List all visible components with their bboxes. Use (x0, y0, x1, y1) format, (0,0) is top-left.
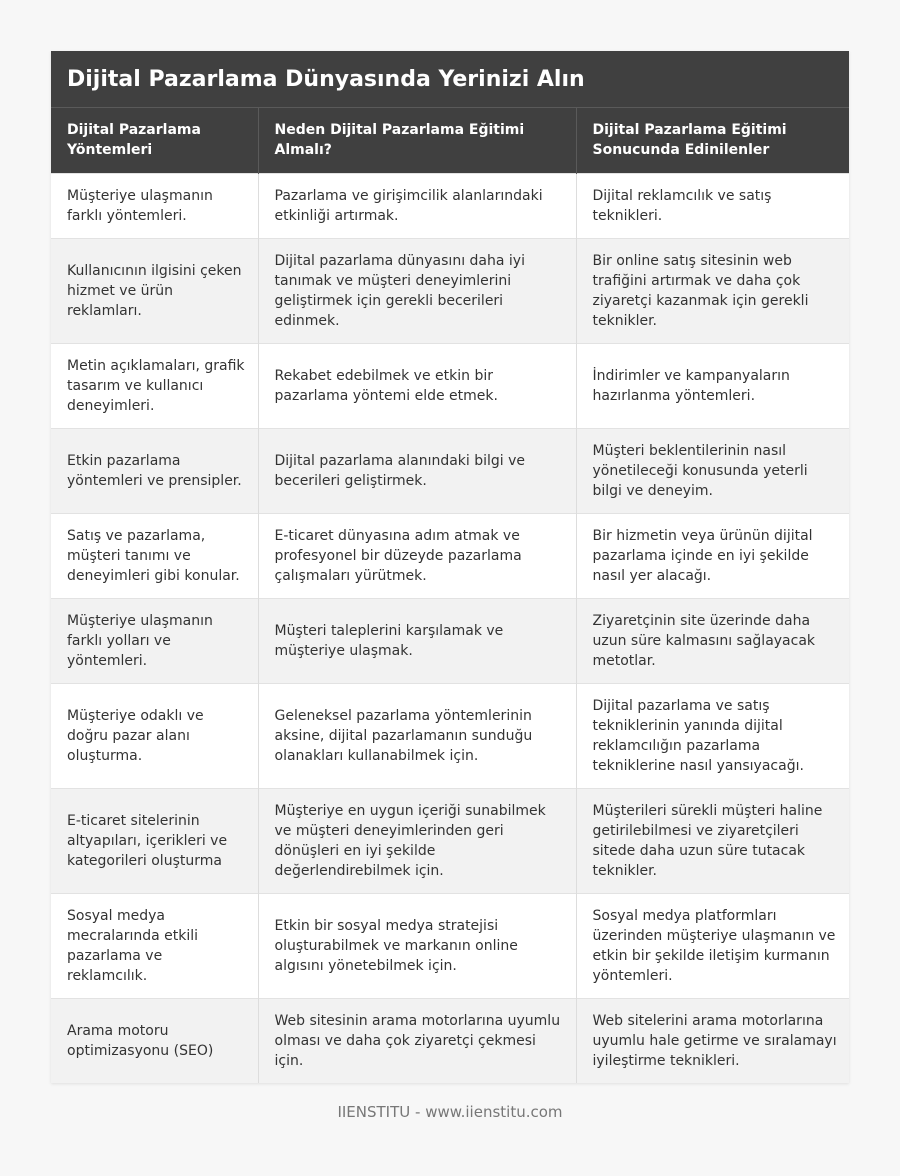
table-row (51, 788, 849, 893)
table-cell: Müşteri beklentilerinin nasıl yönetileceği konusunda yeterli bilgi ve deneyim. (576, 428, 849, 513)
column-header-outcomes: Dijital Pazarlama Eğitimi Sonucunda Edinilenler (576, 108, 849, 173)
table-cell: Ziyaretçinin site üzerinde daha uzun süre kalmasını sağlayacak metotlar. (576, 598, 849, 683)
table-cell: Müşterileri sürekli müşteri haline getirilebilmesi ve ziyaretçileri sitede daha uzun süre tutacak teknikler. (576, 788, 849, 893)
footer-credit: IIENSTITU - www.iienstitu.com (337, 1103, 563, 1121)
column-header-methods: Dijital Pazarlama Yöntemleri (51, 108, 258, 173)
table-title: Dijital Pazarlama Dünyasında Yerinizi Alın (51, 51, 849, 108)
table-cell: Web sitelerini arama motorlarına uyumlu hale getirme ve sıralamayı iyileştirme teknikleri. (576, 998, 849, 1083)
table-cell: Dijital pazarlama alanındaki bilgi ve becerileri geliştirmek. (258, 428, 576, 513)
table-cell: Müşteri taleplerini karşılamak ve müşteriye ulaşmak. (258, 598, 576, 683)
table-cell: Kullanıcının ilgisini çeken hizmet ve ürün reklamları. (51, 238, 258, 343)
table-row (51, 343, 849, 428)
table-cell: Dijital reklamcılık ve satış teknikleri. (576, 173, 849, 238)
column-header-why: Neden Dijital Pazarlama Eğitimi Almalı? (258, 108, 576, 173)
table-cell: Rekabet edebilmek ve etkin bir pazarlama yöntemi elde etmek. (258, 343, 576, 428)
table-cell: Sosyal medya mecralarında etkili pazarlama ve reklamcılık. (51, 893, 258, 998)
table-cell: Pazarlama ve girişimcilik alanlarındaki etkinliği artırmak. (258, 173, 576, 238)
table-cell: Müşteriye ulaşmanın farklı yolları ve yöntemleri. (51, 598, 258, 683)
table-cell: Satış ve pazarlama, müşteri tanımı ve deneyimleri gibi konular. (51, 513, 258, 598)
table-cell: E-ticaret dünyasına adım atmak ve profesyonel bir düzeyde pazarlama çalışmaları yürütmek. (258, 513, 576, 598)
comparison-table (51, 108, 849, 1083)
table-cell: Sosyal medya platformları üzerinden müşteriye ulaşmanın ve etkin bir şekilde iletişim kurmanın yöntemleri. (576, 893, 849, 998)
table-cell: Etkin bir sosyal medya stratejisi oluşturabilmek ve markanın online algısını yönetebilmek için. (258, 893, 576, 998)
table-row (51, 428, 849, 513)
table-cell: İndirimler ve kampanyaların hazırlanma yöntemleri. (576, 343, 849, 428)
table-row (51, 998, 849, 1083)
table-cell: Etkin pazarlama yöntemleri ve prensipler. (51, 428, 258, 513)
table-cell: Müşteriye en uygun içeriği sunabilmek ve müşteri deneyimlerinden geri dönüşleri en iyi şekilde değerlendirebilmek için. (258, 788, 576, 893)
table-cell: Dijital pazarlama ve satış tekniklerinin yanında dijital reklamcılığın pazarlama tekniklerine nasıl yansıyacağı. (576, 683, 849, 788)
table-row (51, 893, 849, 998)
table-row (51, 238, 849, 343)
table-cell: Bir online satış sitesinin web trafiğini artırmak ve daha çok ziyaretçi kazanmak için gerekli teknikler. (576, 238, 849, 343)
table-row (51, 173, 849, 238)
table-card (51, 51, 849, 1083)
table-cell: Müşteriye odaklı ve doğru pazar alanı oluşturma. (51, 683, 258, 788)
table-cell: Web sitesinin arama motorlarına uyumlu olması ve daha çok ziyaretçi çekmesi için. (258, 998, 576, 1083)
table-cell: Müşteriye ulaşmanın farklı yöntemleri. (51, 173, 258, 238)
table-cell: Metin açıklamaları, grafik tasarım ve kullanıcı deneyimleri. (51, 343, 258, 428)
table-cell: Geleneksel pazarlama yöntemlerinin aksine, dijital pazarlamanın sunduğu olanakları kullanabilmek için. (258, 683, 576, 788)
table-row (51, 598, 849, 683)
table-row (51, 513, 849, 598)
table-row (51, 683, 849, 788)
header-row (51, 108, 849, 173)
table-cell: Bir hizmetin veya ürünün dijital pazarlama içinde en iyi şekilde nasıl yer alacağı. (576, 513, 849, 598)
table-cell: E-ticaret sitelerinin altyapıları, içerikleri ve kategorileri oluşturma (51, 788, 258, 893)
table-cell: Arama motoru optimizasyonu (SEO) (51, 998, 258, 1083)
table-cell: Dijital pazarlama dünyasını daha iyi tanımak ve müşteri deneyimlerini geliştirmek için gerekli becerileri edinmek. (258, 238, 576, 343)
